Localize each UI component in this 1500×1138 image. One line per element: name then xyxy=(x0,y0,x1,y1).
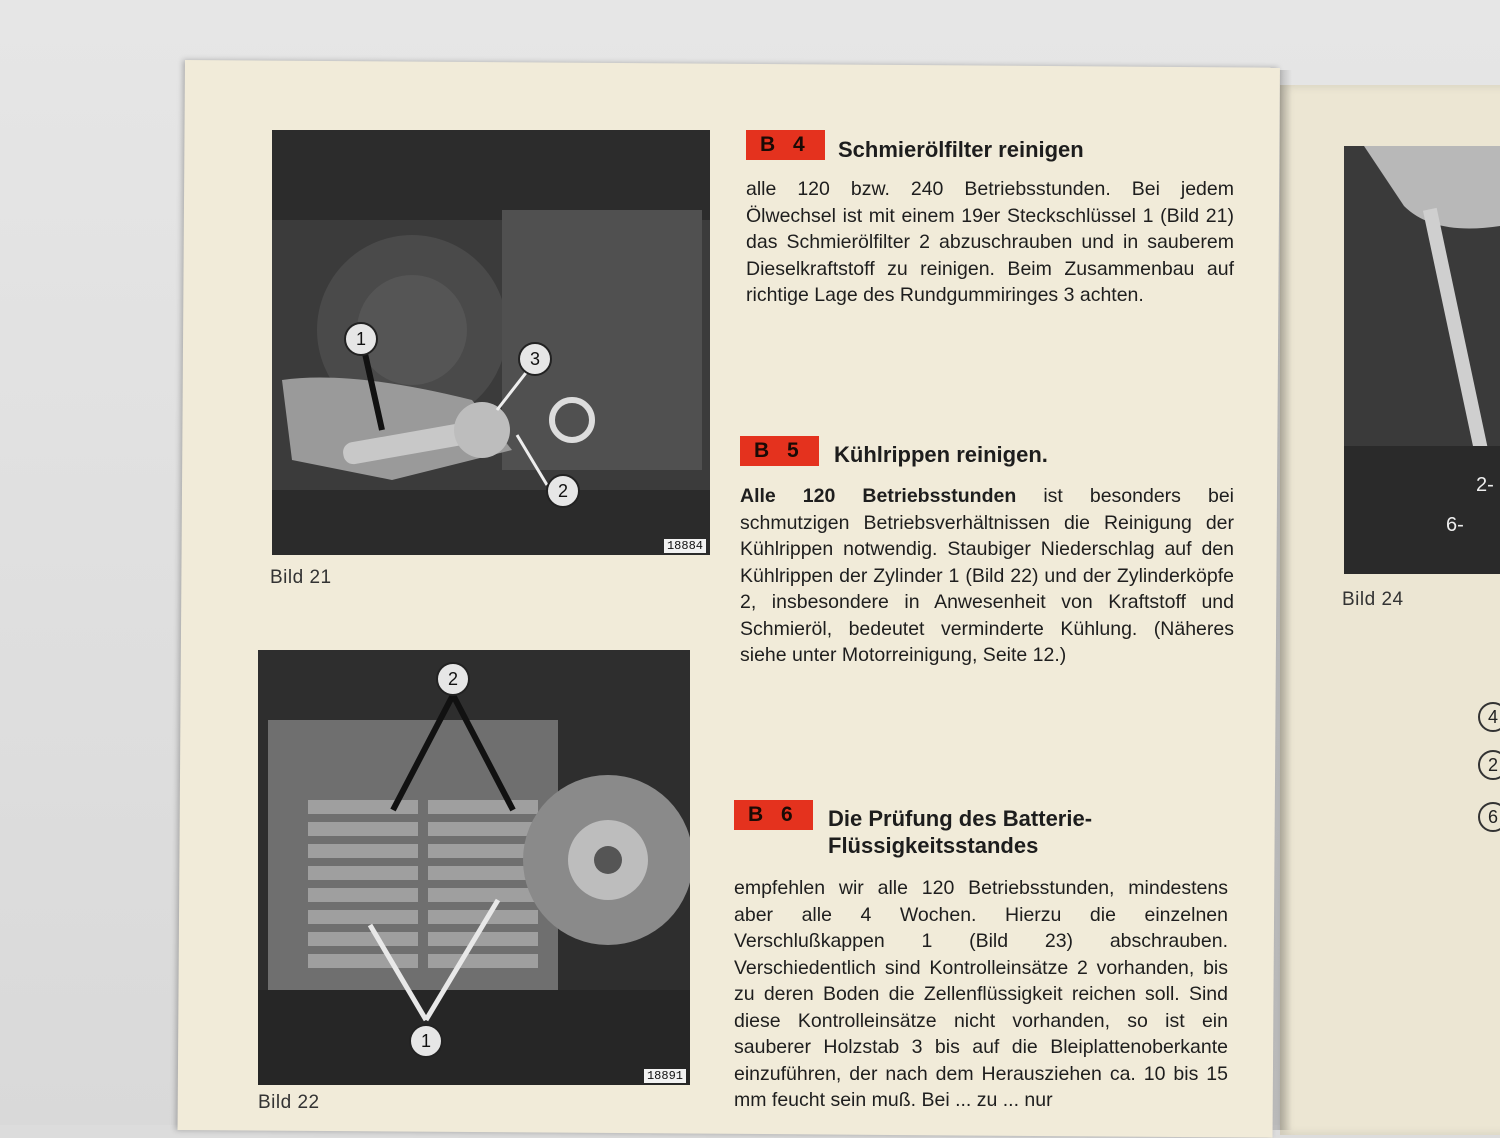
cylinder-cooling-fins-image xyxy=(258,650,690,1085)
callout-1: 1 xyxy=(344,322,378,356)
bild-24-caption: Bild 24 xyxy=(1342,589,1404,610)
section-body: alle 120 bzw. 240 Betriebsstunden. Bei jedem Ölwechsel ist mit einem 19er Steckschlüssel 1 (Bild 21) das Schmierölfilter 2 abzuschrauben und in sauberem Dieselkraftstoff zu reinigen. Beim Zusammenbau auf richtige Lage des Rundgummiringes 3 achten. xyxy=(746,178,1234,306)
engine-oil-filter-image xyxy=(272,130,710,555)
section-badge: B 5 xyxy=(740,436,819,466)
bild-22-photo xyxy=(258,650,690,1085)
bild-22-caption: Bild 22 xyxy=(258,1092,320,1113)
photo-serial-number: 18891 xyxy=(644,1069,686,1083)
dipstick-image xyxy=(1344,146,1500,574)
photo-serial-number: 18884 xyxy=(664,539,706,553)
section-badge: B 4 xyxy=(746,130,825,160)
bild-21-caption: Bild 21 xyxy=(270,567,332,588)
callout-2: 2 xyxy=(436,662,470,696)
circled-number: 2 xyxy=(1478,750,1500,780)
callout-3: 3 xyxy=(518,342,552,376)
section-heading: Kühlrippen reinigen. xyxy=(834,442,1048,467)
label-6: 6- xyxy=(1446,514,1464,536)
section-body xyxy=(740,483,1234,669)
section-badge: B 6 xyxy=(734,800,813,830)
label-2: 2- xyxy=(1476,474,1494,496)
section-body: empfehlen wir alle 120 Betriebsstunden, mindestens aber alle 4 Wochen. Hierzu die einzelnen Verschlußkappen 1 (Bild 23) abschrauben. Verschiedentlich sind Kontrolleinsätze 2 vorhanden, bis zu deren Boden die Zellenflüssigkeit reichen soll. Sind diese Kontrolleinsätze nicht vorhanden, so ist ein sauberer Holzstab 3 bis auf die Bleiplattenoberkante einzuführen, der nach dem Herausziehen ca. 10 bis 15 mm feucht sein muß. Bei ... zu ... nur xyxy=(734,877,1228,1111)
section-heading: Die Prüfung des Batterie-Flüssigkeitsstandes xyxy=(828,806,1093,858)
circled-number: 4 xyxy=(1478,702,1500,732)
section-body-text: ist besonders bei schmutzigen Betriebsverhältnissen die Reinigung der Kühlrippen notwendig. Staubiger Niederschlag auf den Kühlrippen der Zylinder 1 (Bild 22) und der Zylinderköpfe 2, insbesondere in Anwesenheit von Kraftstoff und Schmieröl, bedeutet verminderte Kühlung. (Näheres siehe unter Motorreinigung, Seite 12.) xyxy=(740,485,1234,666)
section-lead: Alle 120 Betriebsstunden xyxy=(740,485,1017,507)
bild-21-photo xyxy=(272,130,710,555)
callout-2: 2 xyxy=(546,474,580,508)
section-heading: Schmierölfilter reinigen xyxy=(838,137,1084,162)
bild-24-photo xyxy=(1344,146,1500,574)
callout-1: 1 xyxy=(409,1024,443,1058)
circled-number: 6 xyxy=(1478,802,1500,832)
